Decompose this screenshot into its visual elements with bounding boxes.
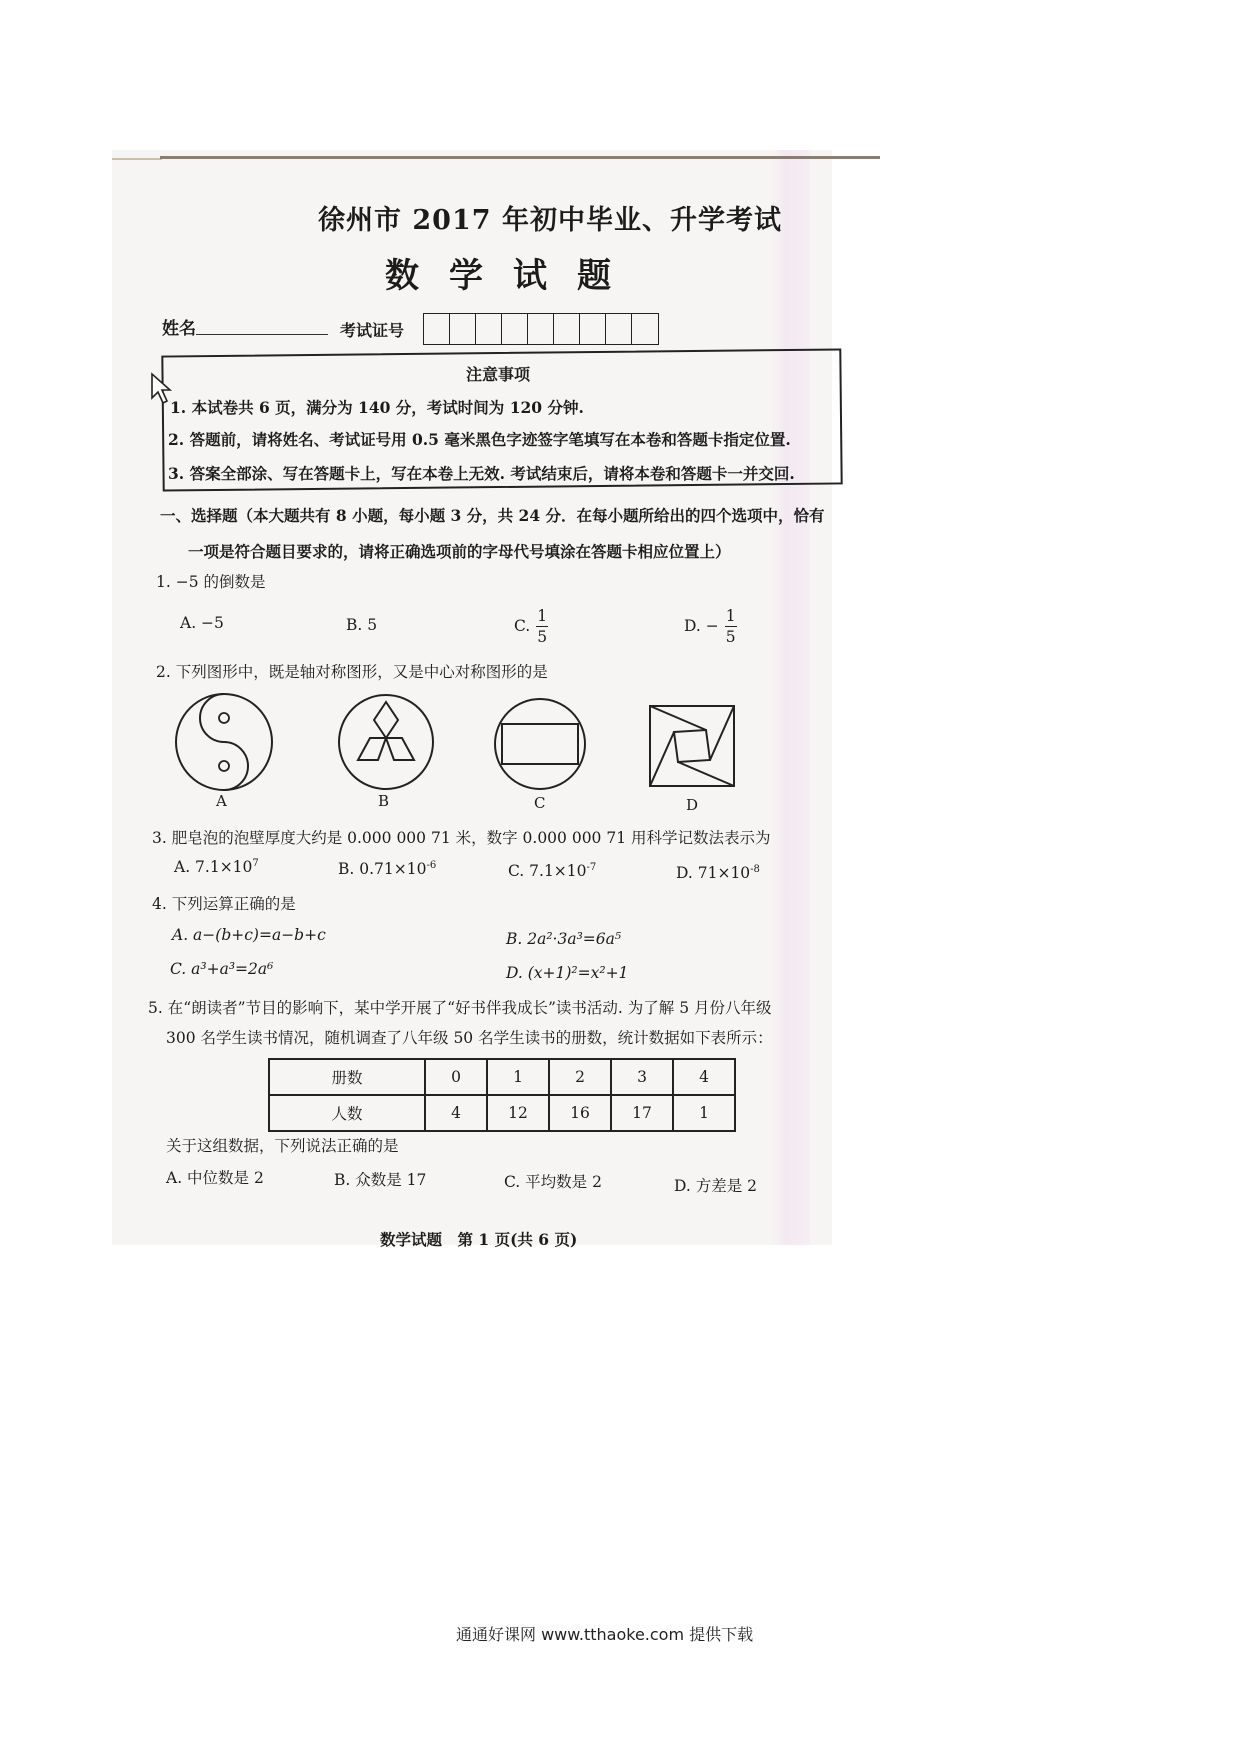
table-cell: 2 bbox=[549, 1059, 611, 1095]
q3-option-c: C. $7.1\times 10^{-7}$ bbox=[508, 862, 597, 881]
id-digit-box bbox=[502, 314, 528, 344]
notice-item-1: 1. 本试卷共 6 页，满分为 140 分，考试时间为 120 分钟. bbox=[170, 398, 584, 417]
table-cell: 4 bbox=[673, 1059, 735, 1095]
name-blank bbox=[196, 334, 328, 335]
q5-question: 关于这组数据，下列说法正确的是 bbox=[166, 1137, 399, 1155]
q5-option-c: C. 平均数是 2 bbox=[504, 1173, 602, 1191]
id-digit-box bbox=[632, 314, 658, 344]
id-digit-box bbox=[424, 314, 450, 344]
table-cell: 1 bbox=[673, 1095, 735, 1131]
table-cell: 4 bbox=[425, 1095, 487, 1131]
mouse-cursor-icon bbox=[150, 372, 174, 406]
figure-label-a: A bbox=[216, 792, 227, 810]
q3-option-a: A. $7.1\times 10^7$ bbox=[174, 858, 259, 877]
q2-stem: 2. 下列图形中，既是轴对称图形，又是中心对称图形的是 bbox=[156, 663, 548, 681]
id-number-boxes bbox=[423, 313, 659, 345]
q4-option-b: B. 2a²·3a³=6a⁵ bbox=[506, 930, 622, 948]
figure-label-b: B bbox=[378, 792, 390, 810]
notice-item-2: 2. 答题前，请将姓名、考试证号用 0.5 毫米黑色字迹签字笔填写在本卷和答题卡指定位置. bbox=[168, 430, 791, 449]
figure-label-c: C bbox=[534, 794, 546, 812]
yin-yang-figure bbox=[172, 690, 276, 794]
q1-stem: 1. −5 的倒数是 bbox=[156, 573, 266, 591]
id-digit-box bbox=[606, 314, 632, 344]
q1-option-b: B. 5 bbox=[346, 616, 378, 634]
q3-option-b: B. $0.71\times 10^{-6}$ bbox=[338, 860, 437, 879]
id-digit-box bbox=[450, 314, 476, 344]
top-rule-left bbox=[112, 158, 162, 160]
pinwheel-square-figure bbox=[648, 704, 736, 788]
three-diamond-figure bbox=[334, 690, 438, 794]
q1-option-d: D. − $\frac{1}{5}$ bbox=[684, 607, 736, 647]
q4-stem: 4. 下列运算正确的是 bbox=[152, 895, 296, 913]
top-rule bbox=[160, 156, 880, 159]
q3-stem: 3. 肥皂泡的泡壁厚度大约是 0.000 000 71 米，数字 0.000 000 71 用科学记数法表示为 bbox=[152, 829, 771, 847]
table-cell: 1 bbox=[487, 1059, 549, 1095]
table-cell: 3 bbox=[611, 1059, 673, 1095]
q4-option-d: D. (x+1)²=x²+1 bbox=[506, 964, 629, 982]
q5-stem-line2: 300 名学生读书情况，随机调查了八年级 50 名学生读书的册数，统计数据如下表所示： bbox=[166, 1029, 773, 1047]
download-site-credit: 通通好课网 www.tthaoke.com 提供下载 bbox=[456, 1625, 754, 1644]
q5-option-a: A. 中位数是 2 bbox=[166, 1169, 264, 1187]
id-digit-box bbox=[528, 314, 554, 344]
table-header-books: 册数 bbox=[269, 1059, 425, 1095]
q4-option-a: A. a−(b+c)=a−b+c bbox=[172, 926, 326, 944]
q5-option-b: B. 众数是 17 bbox=[334, 1171, 427, 1189]
figure-label-d: D bbox=[686, 796, 699, 814]
exam-subtitle: 数学试题 bbox=[385, 256, 641, 296]
id-label: 考试证号 bbox=[340, 321, 405, 340]
page-footer: 数学试题 第 1 页(共 6 页) bbox=[380, 1230, 578, 1249]
book-count-table bbox=[268, 1058, 736, 1132]
section-1-heading-cont: 一项是符合题目要求的，请将正确选项前的字母代号填涂在答题卡相应位置上） bbox=[188, 542, 731, 561]
table-row-books bbox=[269, 1059, 735, 1095]
q1-option-a: A. −5 bbox=[180, 614, 224, 632]
table-cell: 12 bbox=[487, 1095, 549, 1131]
section-1-heading: 一、选择题（本大题共有 8 小题，每小题 3 分，共 24 分．在每小题所给出的四个选项中，恰有 bbox=[160, 506, 825, 525]
id-digit-box bbox=[580, 314, 606, 344]
table-cell: 16 bbox=[549, 1095, 611, 1131]
circle-rectangle-figure bbox=[492, 696, 588, 792]
id-digit-box bbox=[476, 314, 502, 344]
exam-title: 徐州市 2017 年初中毕业、升学考试 bbox=[318, 205, 782, 236]
id-digit-box bbox=[554, 314, 580, 344]
table-cell: 0 bbox=[425, 1059, 487, 1095]
table-cell: 17 bbox=[611, 1095, 673, 1131]
q3-option-d: D. $71\times 10^{-8}$ bbox=[676, 864, 760, 883]
table-header-people: 人数 bbox=[269, 1095, 425, 1131]
name-label: 姓名 bbox=[162, 319, 196, 339]
paper-edge-shadow bbox=[770, 150, 810, 1245]
notice-title: 注意事项 bbox=[466, 365, 531, 384]
q1-option-c: C. $\frac{1}{5}$ bbox=[514, 607, 548, 647]
q5-option-d: D. 方差是 2 bbox=[674, 1177, 758, 1195]
q4-option-c: C. a³+a³=2a⁶ bbox=[170, 960, 274, 978]
table-row-people bbox=[269, 1095, 735, 1131]
q5-stem-line1: 5. 在“朗读者”节目的影响下，某中学开展了“好书伴我成长”读书活动. 为了解 5 月份八年级 bbox=[148, 999, 772, 1017]
notice-item-3: 3. 答案全部涂、写在答题卡上，写在本卷上无效. 考试结束后，请将本卷和答题卡一并交回. bbox=[168, 464, 795, 483]
